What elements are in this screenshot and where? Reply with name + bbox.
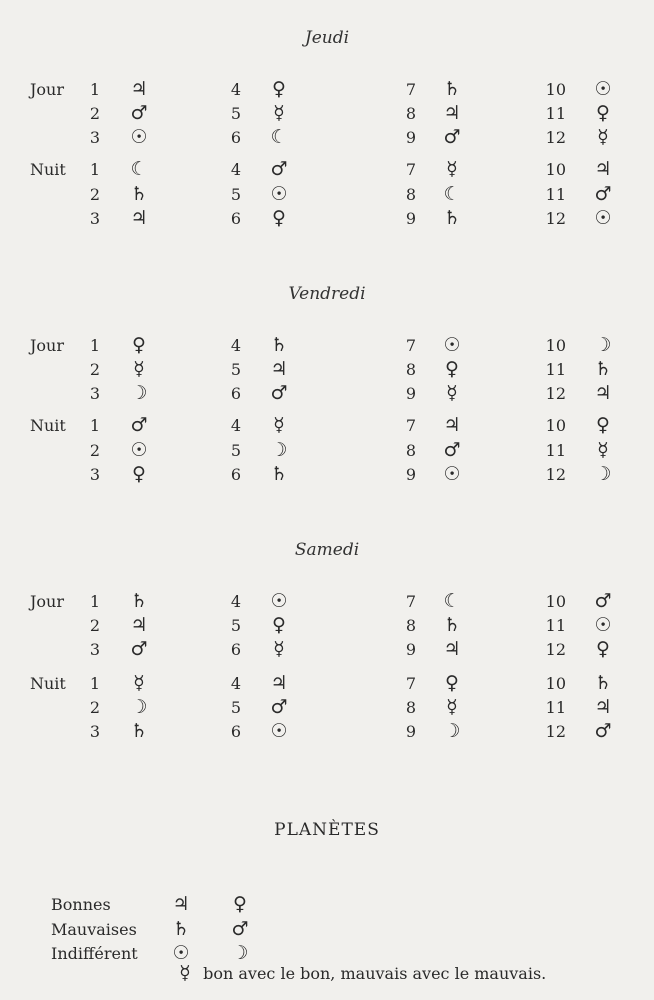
nuit-row [0, 465, 654, 489]
hour-number: 6 [230, 465, 241, 484]
mercury-icon: ☿ [597, 439, 609, 461]
mars-icon: ♂ [130, 638, 148, 660]
jour-row [0, 592, 654, 616]
jupiter-icon: ♃ [270, 358, 288, 380]
nuit-row [0, 160, 654, 184]
jour-label: Jour [30, 592, 64, 611]
hour-number: 12 [545, 640, 566, 659]
mars-icon: ♂ [594, 183, 612, 205]
hour-number: 12 [545, 465, 566, 484]
hour-number: 4 [230, 674, 241, 693]
day-title: Vendredi [288, 284, 366, 304]
nuit-row [0, 441, 654, 465]
sun-icon: ☉ [172, 942, 190, 964]
hour-number: 3 [89, 722, 100, 741]
mars-icon: ♂ [443, 439, 461, 461]
moon-icon: ☾ [130, 158, 148, 180]
hour-number: 3 [89, 128, 100, 147]
hour-number: 8 [405, 616, 416, 635]
hour-number: 9 [405, 640, 416, 659]
jour-row [0, 336, 654, 360]
legend-mauvaises-label: Mauvaises [51, 920, 137, 939]
saturn-icon: ♄ [594, 358, 612, 380]
jupiter-icon: ♃ [594, 696, 612, 718]
hour-number: 6 [230, 209, 241, 228]
sun-icon: ☉ [270, 183, 288, 205]
hour-number: 5 [230, 698, 241, 717]
moon-icon: ☽ [130, 696, 148, 718]
moon-icon: ☽ [594, 334, 612, 356]
hour-number: 7 [405, 592, 416, 611]
hour-number: 2 [89, 185, 100, 204]
legend-indifferent-label: Indifférent [51, 944, 138, 963]
venus-icon: ♀ [233, 893, 247, 915]
moon-icon: ☽ [594, 463, 612, 485]
hour-number: 7 [405, 336, 416, 355]
sun-icon: ☉ [443, 463, 461, 485]
sun-icon: ☉ [270, 720, 288, 742]
mars-icon: ♂ [594, 590, 612, 612]
hour-number: 10 [545, 674, 566, 693]
hour-number: 9 [405, 465, 416, 484]
hour-number: 10 [545, 80, 566, 99]
hour-number: 9 [405, 209, 416, 228]
jour-label: Jour [30, 80, 64, 99]
hour-number: 4 [230, 336, 241, 355]
sun-icon: ☉ [594, 78, 612, 100]
hour-number: 7 [405, 416, 416, 435]
jour-label: Jour [30, 336, 64, 355]
jour-row [0, 80, 654, 104]
jour-row [0, 640, 654, 664]
hour-number: 1 [89, 336, 100, 355]
saturn-icon: ♄ [130, 720, 148, 742]
hour-number: 1 [89, 592, 100, 611]
sun-icon: ☉ [130, 126, 148, 148]
saturn-icon: ♄ [130, 183, 148, 205]
hour-number: 8 [405, 441, 416, 460]
mars-icon: ♂ [270, 696, 288, 718]
jupiter-icon: ♃ [270, 672, 288, 694]
mars-icon: ♂ [231, 918, 249, 940]
hour-number: 1 [89, 80, 100, 99]
nuit-label: Nuit [30, 160, 66, 179]
venus-icon: ♀ [596, 638, 610, 660]
hour-number: 1 [89, 416, 100, 435]
sun-icon: ☉ [443, 334, 461, 356]
hour-number: 5 [230, 616, 241, 635]
saturn-icon: ♄ [172, 918, 190, 940]
sun-icon: ☉ [270, 590, 288, 612]
hour-number: 8 [405, 104, 416, 123]
jour-row [0, 360, 654, 384]
hour-number: 11 [545, 698, 566, 717]
hour-number: 4 [230, 592, 241, 611]
hour-number: 10 [545, 416, 566, 435]
hour-number: 1 [89, 160, 100, 179]
venus-icon: ♀ [272, 614, 286, 636]
mercury-icon: ☿ [597, 126, 609, 148]
saturn-icon: ♄ [270, 463, 288, 485]
venus-icon: ♀ [596, 102, 610, 124]
jupiter-icon: ♃ [443, 638, 461, 660]
saturn-icon: ♄ [270, 334, 288, 356]
hour-number: 3 [89, 384, 100, 403]
nuit-label: Nuit [30, 416, 66, 435]
legend-bonnes-label: Bonnes [51, 895, 111, 914]
mars-icon: ♂ [130, 102, 148, 124]
nuit-label: Nuit [30, 674, 66, 693]
hour-number: 3 [89, 640, 100, 659]
hour-number: 12 [545, 128, 566, 147]
hour-number: 2 [89, 441, 100, 460]
moon-icon: ☽ [443, 720, 461, 742]
venus-icon: ♀ [132, 463, 146, 485]
saturn-icon: ♄ [443, 78, 461, 100]
jupiter-icon: ♃ [172, 893, 190, 915]
hour-number: 2 [89, 616, 100, 635]
hour-number: 11 [545, 441, 566, 460]
hour-number: 2 [89, 698, 100, 717]
hour-number: 4 [230, 160, 241, 179]
hour-number: 9 [405, 128, 416, 147]
jupiter-icon: ♃ [443, 414, 461, 436]
mercury-icon: ☿ [446, 382, 458, 404]
saturn-icon: ♄ [443, 207, 461, 229]
jour-row [0, 128, 654, 152]
hour-number: 8 [405, 698, 416, 717]
venus-icon: ♀ [596, 414, 610, 436]
nuit-row [0, 209, 654, 233]
hour-number: 7 [405, 160, 416, 179]
hour-number: 5 [230, 360, 241, 379]
mercury-icon: ☿ [133, 672, 145, 694]
saturn-icon: ♄ [130, 590, 148, 612]
hour-number: 8 [405, 360, 416, 379]
hour-number: 6 [230, 722, 241, 741]
moon-icon: ☾ [443, 183, 461, 205]
hour-number: 11 [545, 360, 566, 379]
venus-icon: ♀ [132, 334, 146, 356]
sun-icon: ☉ [594, 614, 612, 636]
hour-number: 6 [230, 128, 241, 147]
nuit-row [0, 722, 654, 746]
day-title: Samedi [294, 540, 360, 560]
jour-row [0, 104, 654, 128]
mercury-icon: ☿ [446, 696, 458, 718]
mars-icon: ♂ [270, 382, 288, 404]
hour-number: 12 [545, 722, 566, 741]
nuit-row [0, 698, 654, 722]
hour-number: 11 [545, 104, 566, 123]
jupiter-icon: ♃ [130, 78, 148, 100]
mars-icon: ♂ [270, 158, 288, 180]
hour-number: 9 [405, 722, 416, 741]
hour-number: 6 [230, 384, 241, 403]
jupiter-icon: ♃ [594, 382, 612, 404]
nuit-row [0, 674, 654, 698]
mars-icon: ♂ [594, 720, 612, 742]
hour-number: 3 [89, 465, 100, 484]
jour-row [0, 384, 654, 408]
mercury-note [172, 962, 546, 984]
moon-icon: ☽ [130, 382, 148, 404]
mercury-icon: ☿ [273, 414, 285, 436]
jupiter-icon: ♃ [443, 102, 461, 124]
hour-number: 8 [405, 185, 416, 204]
moon-icon: ☽ [270, 439, 288, 461]
jupiter-icon: ♃ [594, 158, 612, 180]
nuit-row [0, 416, 654, 440]
hour-number: 11 [545, 616, 566, 635]
mercury-icon: ☿ [273, 102, 285, 124]
mars-icon: ♂ [443, 126, 461, 148]
hour-number: 4 [230, 416, 241, 435]
hour-number: 12 [545, 209, 566, 228]
mercury-icon: ☿ [446, 158, 458, 180]
venus-icon: ♀ [272, 78, 286, 100]
hour-number: 7 [405, 674, 416, 693]
moon-icon: ☽ [231, 942, 249, 964]
moon-icon: ☾ [270, 126, 288, 148]
hour-number: 5 [230, 441, 241, 460]
hour-number: 6 [230, 640, 241, 659]
mercury-icon: ☿ [273, 638, 285, 660]
venus-icon: ♀ [445, 358, 459, 380]
venus-icon: ♀ [272, 207, 286, 229]
hour-number: 2 [89, 360, 100, 379]
venus-icon: ♀ [445, 672, 459, 694]
hour-number: 1 [89, 674, 100, 693]
sun-icon: ☉ [130, 439, 148, 461]
hour-number: 10 [545, 160, 566, 179]
mercury-icon: ☿ [133, 358, 145, 380]
planets-section-title: PLANÈTES [274, 820, 380, 840]
jupiter-icon: ♃ [130, 614, 148, 636]
hour-number: 2 [89, 104, 100, 123]
day-title: Jeudi [304, 28, 350, 48]
saturn-icon: ♄ [594, 672, 612, 694]
hour-number: 9 [405, 384, 416, 403]
moon-icon: ☾ [443, 590, 461, 612]
hour-number: 5 [230, 104, 241, 123]
hour-number: 10 [545, 336, 566, 355]
hour-number: 12 [545, 384, 566, 403]
jour-row [0, 616, 654, 640]
hour-number: 4 [230, 80, 241, 99]
jupiter-icon: ♃ [130, 207, 148, 229]
mercury-note-text: bon avec le bon, mauvais avec le mauvais. [203, 964, 547, 983]
sun-icon: ☉ [594, 207, 612, 229]
hour-number: 7 [405, 80, 416, 99]
hour-number: 11 [545, 185, 566, 204]
nuit-row [0, 185, 654, 209]
hour-number: 5 [230, 185, 241, 204]
hour-number: 10 [545, 592, 566, 611]
hour-number: 3 [89, 209, 100, 228]
mercury-icon: ☿ [179, 962, 191, 984]
mars-icon: ♂ [130, 414, 148, 436]
saturn-icon: ♄ [443, 614, 461, 636]
